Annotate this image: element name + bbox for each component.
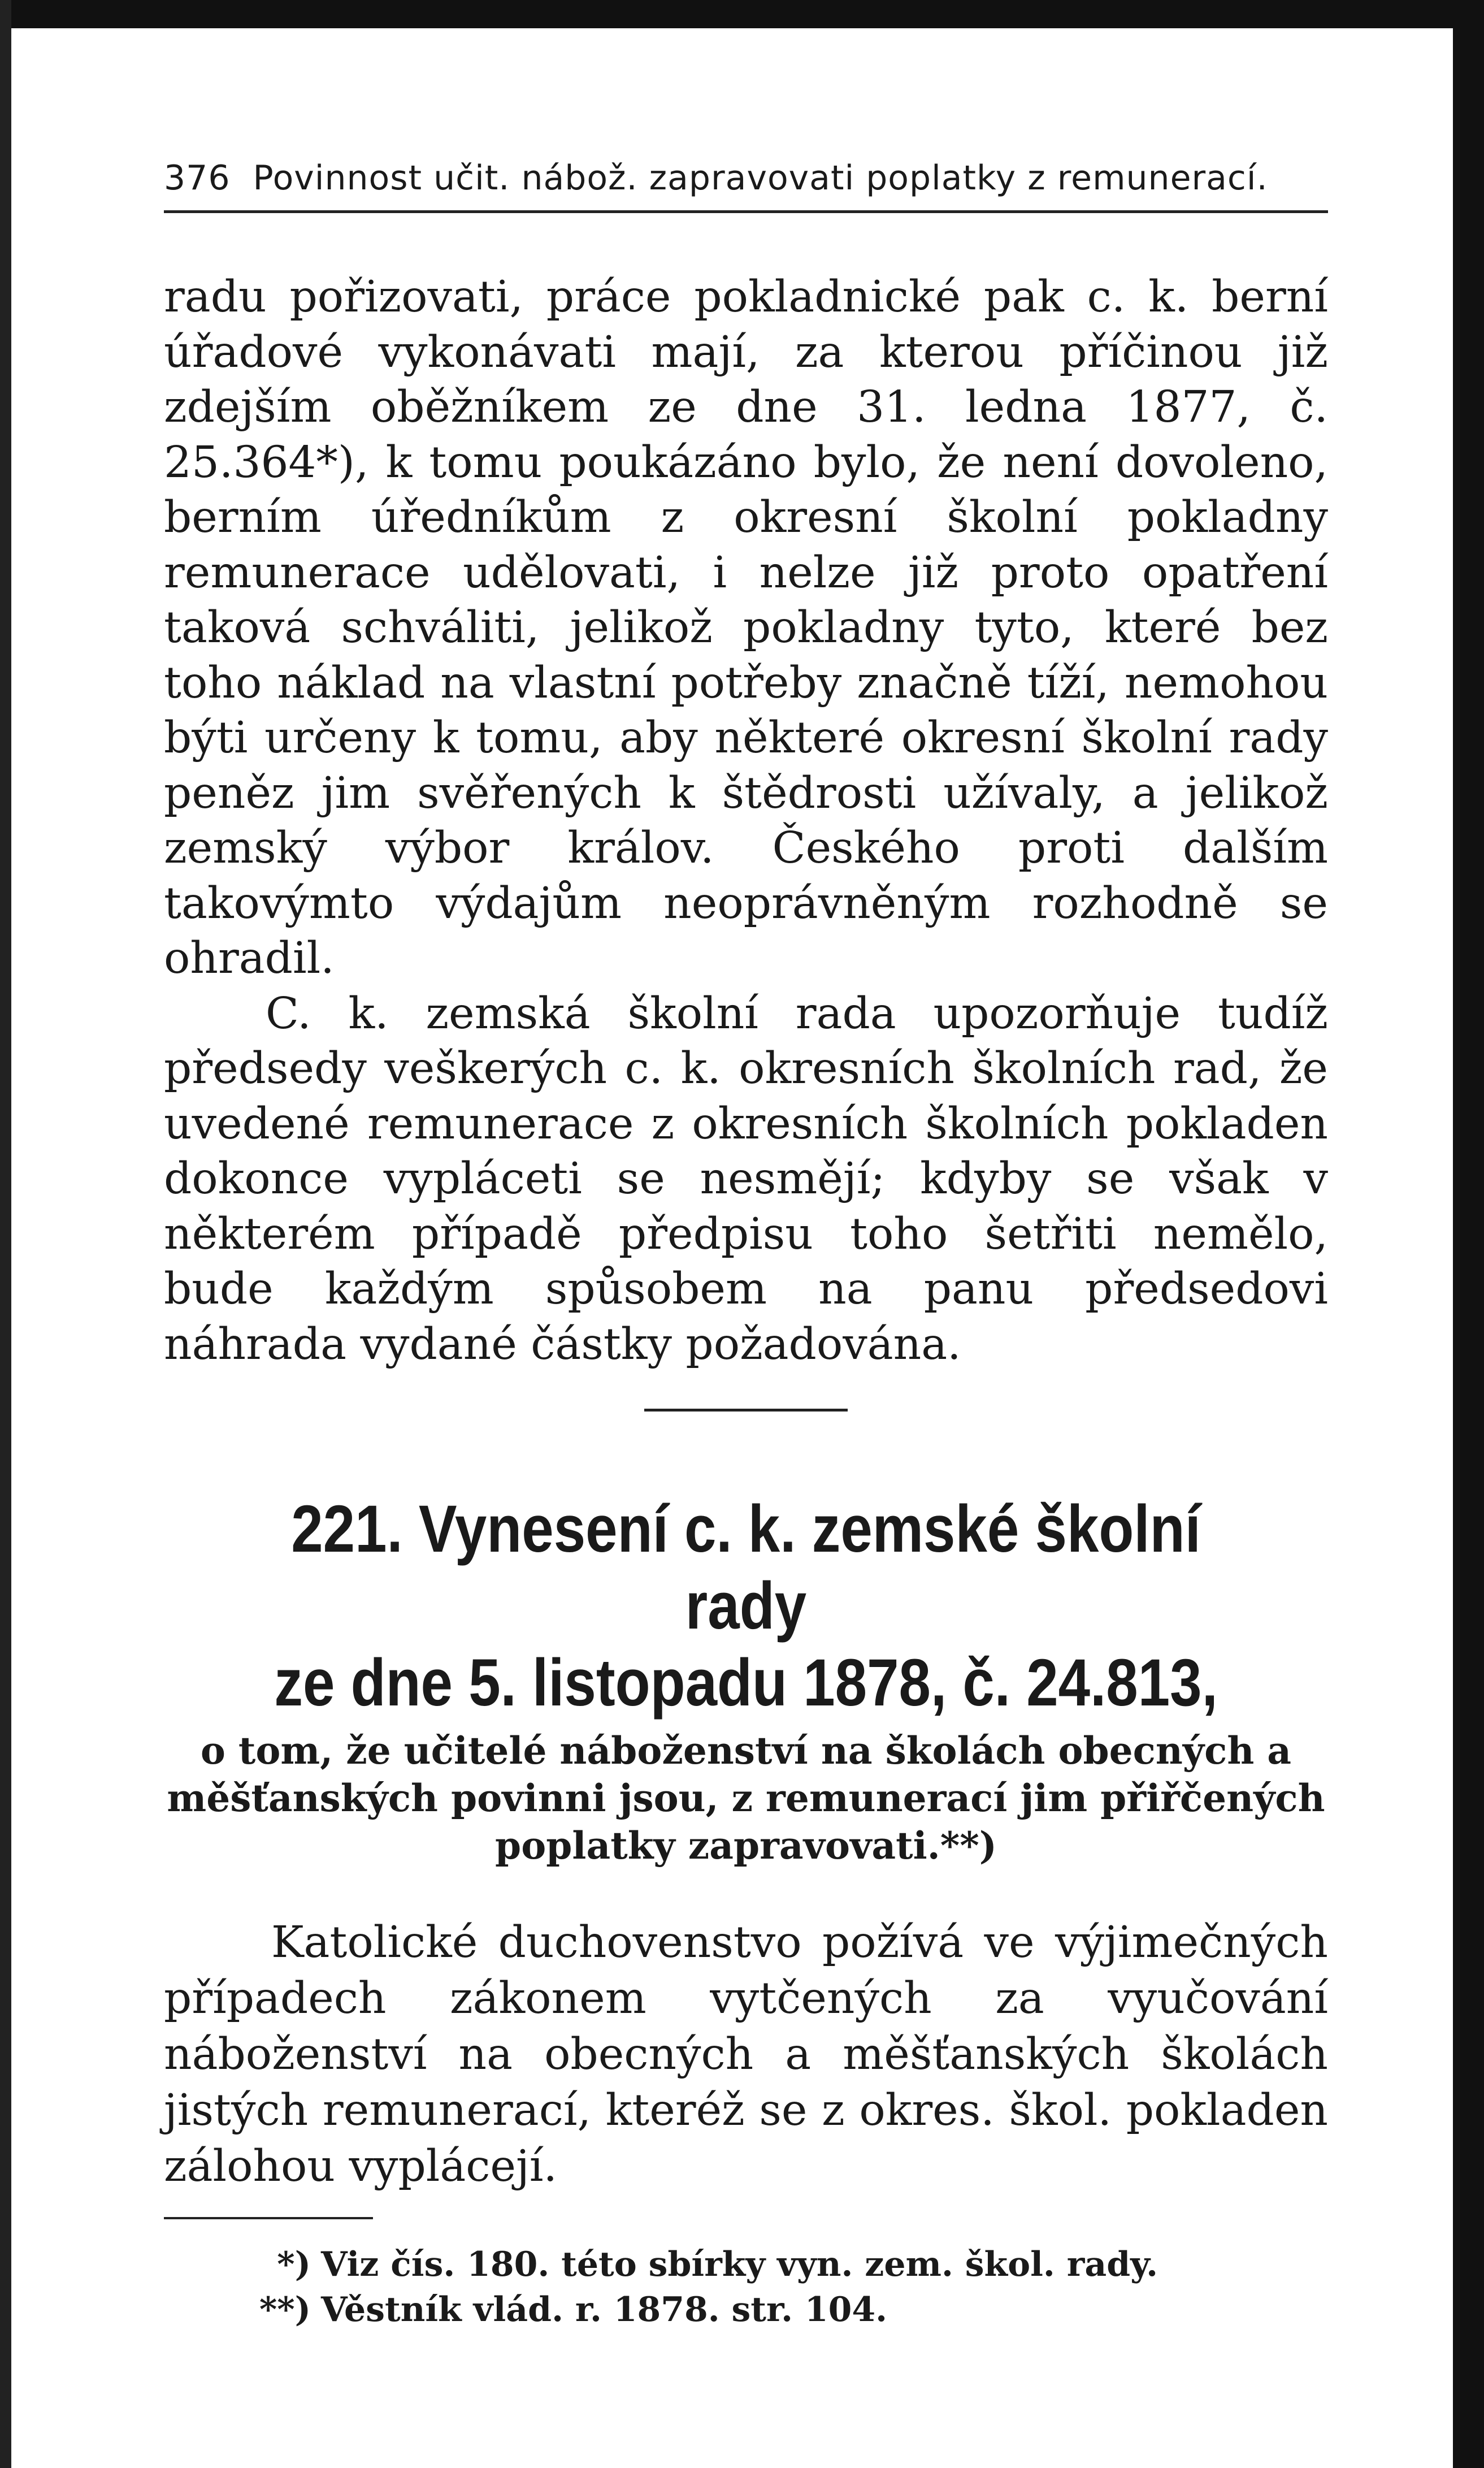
footnote-mark: *): [277, 2245, 311, 2284]
section-subheading: o tom, že učitelé náboženství na školách obecných a měšťanských povinni jsou, z remunerací jim přiřčených poplatky zapravovati.**): [167, 1729, 1325, 1868]
paragraph-2: C. k. zemská školní rada upozorňuje tudíž předsedy veškerých c. k. okresních školních rad, že uvedené remunerace z okresních školních pokladen dokonce vypláceti se nesmějí; kdyby se však v některém případě předpisu toho šetřiti nemělo, bude každým spůsobem na panu předsedovi náhrada vydané částky požadována.: [164, 988, 1328, 1370]
section-heading-line-1: 221. Vynesení c. k. zemské školní rady: [291, 1492, 1201, 1643]
footnote-text: Viz čís. 180. této sbírky vyn. zem. škol. rady.: [321, 2245, 1158, 2284]
running-head: [164, 158, 1328, 213]
footnote-2: [164, 2287, 1328, 2332]
paragraph-1: radu pořizovati, práce pokladnické pak c. k. berní úřadové vykonávati mají, za kterou příčinou již zdejším oběžníkem ze dne 31. ledna 1877, č. 25.364*), k tomu poukázáno bylo, že není dovoleno, berním úředníkům z okresní školní pokladny remunerace udělovati, i nelze již proto opatření taková schváliti, jelikož pokladny tyto, které bez toho náklad na vlastní potřeby značně tíží, nemohou býti určeny k tomu, aby některé okresní školní rady peněz jim svěřených k štědrosti užívaly, a jelikož zemský výbor králov. Českého proti dalším takovýmto výdajům neoprávněným rozhodně se ohradil.: [164, 272, 1328, 984]
scan-border-top: [0, 0, 1484, 28]
running-title: Povinnost učit. nábož. zapravovati poplatky z remunerací.: [253, 158, 1268, 198]
page: [164, 158, 1328, 2332]
section-heading-line-2: ze dne 5. listopadu 1878, č. 24.813,: [274, 1646, 1218, 1720]
scan-border-left: [0, 0, 11, 2468]
page-number: 376: [164, 158, 231, 198]
section-heading: [245, 1491, 1247, 1721]
footnotes: [164, 2242, 1328, 2332]
footnote-rule: [164, 2217, 373, 2219]
scan-border-right: [1453, 0, 1484, 2468]
footnote-text: Věstník vlád. r. 1878. str. 104.: [321, 2290, 888, 2330]
section-paragraph: Katolické duchovenstvo požívá ve výjimečných případech zákonem vytčených za vyučování náboženství na obecných a měšťanských školách jistých remunerací, kteréž se z okres. škol. pokladen zálohou vyplácejí.: [164, 1917, 1328, 2192]
footnote-1: [164, 2242, 1328, 2287]
section-divider: [644, 1409, 848, 1411]
footnote-mark: **): [259, 2290, 311, 2330]
section-text: [164, 1915, 1328, 2194]
body-text: [164, 270, 1328, 1372]
